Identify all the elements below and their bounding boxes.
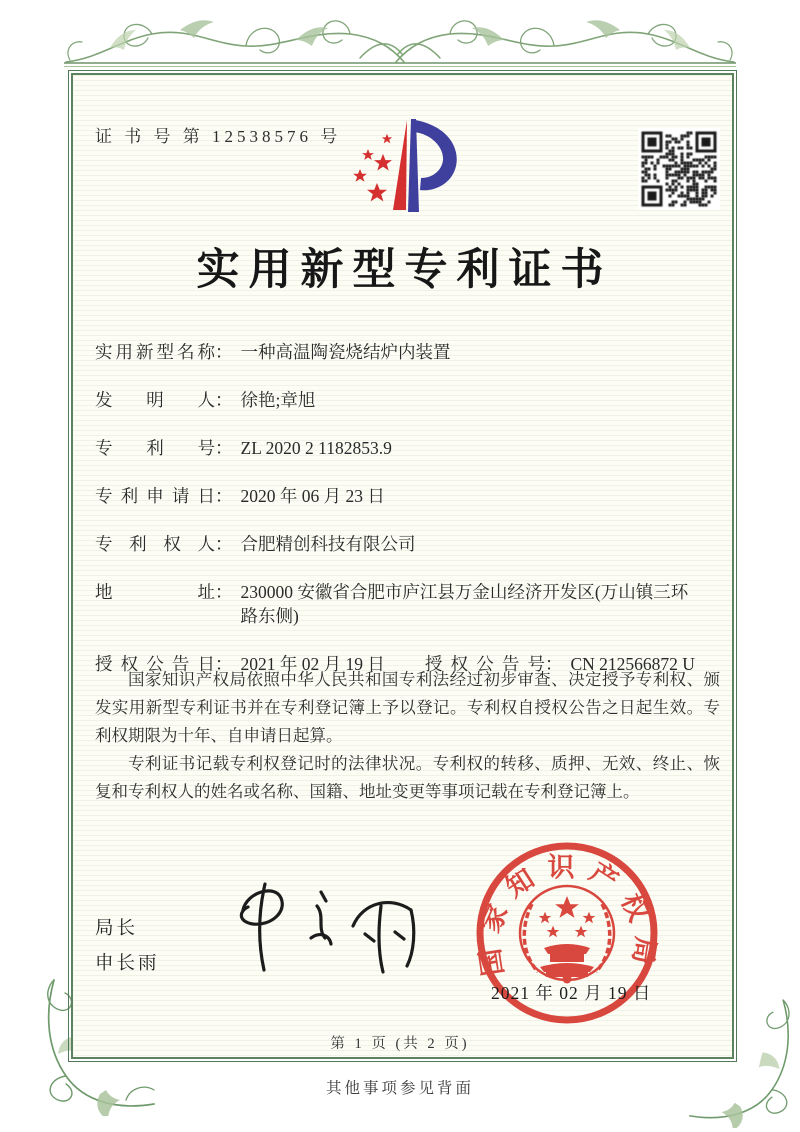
- field-value: 徐艳;章旭: [240, 390, 316, 410]
- field-row-filing-date: [95, 484, 720, 508]
- field-row-address: [95, 580, 720, 628]
- field-label: 专利权人: [95, 534, 215, 554]
- field-colon: ：: [215, 486, 233, 506]
- legal-text: [95, 666, 720, 806]
- field-row-patent-number: [95, 436, 720, 460]
- grant-date-label: 授权公告日: [95, 654, 215, 674]
- page-number: 第 1 页 (共 2 页): [330, 1036, 470, 1052]
- field-colon: ：: [215, 654, 233, 674]
- field-label: 专利号: [95, 438, 215, 458]
- signer-name: 申长雨: [95, 954, 160, 974]
- field-colon: ：: [545, 654, 563, 674]
- grant-number-label: 授权公告号: [425, 654, 545, 674]
- field-colon: ：: [215, 390, 233, 410]
- grant-date-value: 2021 年 02 月 19 日: [240, 654, 385, 674]
- field-label: 地址: [95, 582, 215, 602]
- field-colon: ：: [215, 534, 233, 554]
- qr-code: [638, 128, 720, 210]
- field-colon: ：: [215, 342, 233, 362]
- legal-paragraph-1: 国家知识产权局依照中华人民共和国专利法经过初步审查、决定授予专利权、颁发实用新型专利证书并在专利登记簿上予以登记。专利权自授权公告之日起生效。专利权期限为十年、自申请日起算。: [95, 670, 720, 745]
- seal-text: 国家知识产权局: [473, 852, 661, 978]
- field-row-patentee: [95, 532, 720, 556]
- field-colon: ：: [215, 582, 233, 602]
- field-value: ZL 2020 2 1182853.9: [240, 438, 392, 458]
- certificate-fields: [95, 340, 720, 676]
- legal-paragraph-2: 专利证书记载专利权登记时的法律状况。专利权的转移、质押、无效、终止、恢复和专利权人的姓名或名称、国籍、地址变更等事项记载在专利登记簿上。: [95, 754, 720, 801]
- grant-number-value: CN 212566872 U: [570, 654, 695, 674]
- field-label: 专利申请日: [95, 486, 215, 506]
- cnipa-logo-icon: [330, 110, 485, 232]
- back-side-note: 其他事项参见背面: [325, 1080, 474, 1097]
- director-signature: [213, 872, 428, 982]
- certificate-number: 证 书 号 第 12538576 号: [95, 127, 342, 146]
- field-label: 实用新型名称: [95, 342, 215, 362]
- field-colon: ：: [215, 438, 233, 458]
- field-row-utility-model-name: [95, 340, 720, 364]
- field-value: 2020 年 06 月 23 日: [240, 486, 385, 506]
- field-row-inventor: [95, 388, 720, 412]
- field-value: 合肥精创科技有限公司: [240, 534, 416, 554]
- signer-role: 局长: [95, 919, 139, 939]
- field-label: 发明人: [95, 390, 215, 410]
- seal-date: 2021 年 02 月 19 日: [491, 983, 652, 1003]
- certificate-title: 实用新型专利证书: [196, 247, 613, 294]
- top-floral-ornament: [60, 0, 740, 72]
- signer-block: [95, 912, 160, 982]
- field-value: 一种高温陶瓷烧结炉内装置: [240, 342, 451, 362]
- field-value: 230000 安徽省合肥市庐江县万金山经济开发区(万山镇三环路东侧): [240, 582, 689, 626]
